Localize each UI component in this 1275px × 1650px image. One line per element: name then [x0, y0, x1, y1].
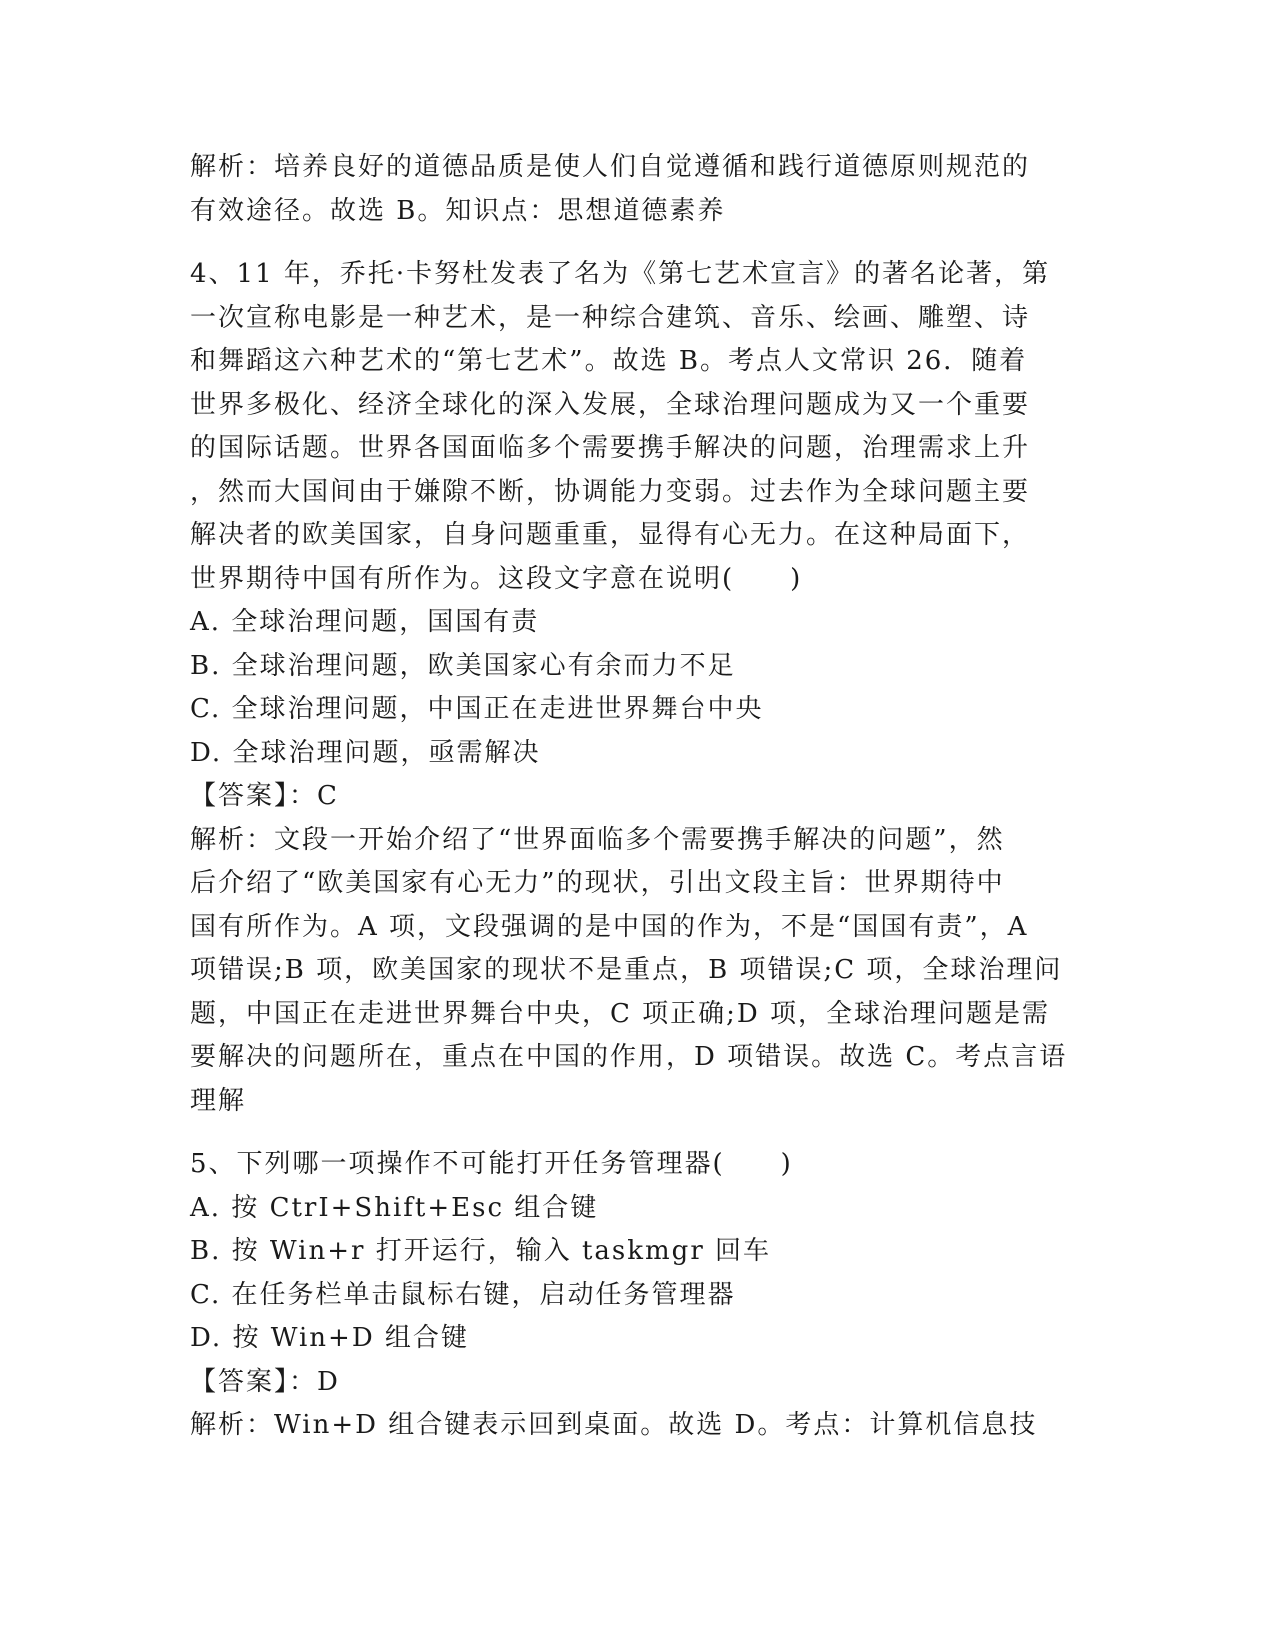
question-4 [190, 253, 1090, 1123]
document-body [190, 146, 1090, 1448]
option-d: D. 按 Win+D 组合键 [190, 1323, 469, 1353]
option-a: A. 按 CtrI+Shift+Esc 组合键 [190, 1192, 599, 1223]
question-line: 和舞蹈这六种艺术的“第七艺术”。故选 B。考点人文常识 26．随着 [190, 346, 1028, 376]
analysis-line: 国有所作为。A 项，文段强调的是中国的作为，不是“国国有责”，A [190, 911, 1029, 942]
option-a: A. 全球治理问题，国国有责 [190, 607, 540, 637]
question-line: 世界期待中国有所作为。这段文字意在说明( ) [190, 563, 803, 594]
option-b: B. 按 Win+r 打开运行，输入 taskmgr 回车 [190, 1236, 772, 1266]
question-line: 世界多极化、经济全球化的深入发展，全球治理问题成为又一个重要 [190, 389, 1031, 420]
analysis-line: 有效途径。故选 B。知识点：思想道德素养 [190, 195, 726, 226]
analysis-line: 项错误;B 项，欧美国家的现状不是重点，B 项错误;C 项，全球治理问 [190, 955, 1063, 985]
option-d: D. 全球治理问题，亟需解决 [190, 737, 541, 768]
answer: 【答案】：D [190, 1366, 340, 1397]
q3-analysis [190, 146, 1090, 233]
analysis-line: 解析：Win+D 组合键表示回到桌面。故选 D。考点：计算机信息技 [190, 1410, 1038, 1440]
analysis-line: 解析：培养良好的道德品质是使人们自觉遵循和践行道德原则规范的 [190, 152, 1031, 182]
option-b: B. 全球治理问题，欧美国家心有余而力不足 [190, 650, 736, 681]
question-5 [190, 1143, 1090, 1448]
question-line: 一次宣称电影是一种艺术，是一种综合建筑、音乐、绘画、雕塑、诗 [190, 302, 1031, 333]
question-line: ，然而大国间由于嫌隙不断，协调能力变弱。过去作为全球问题主要 [190, 476, 1031, 507]
analysis-line: 后介绍了“欧美国家有心无力”的现状，引出文段主旨：世界期待中 [190, 868, 1005, 898]
analysis-line: 理解 [190, 1085, 247, 1116]
answer: 【答案】：C [190, 781, 339, 811]
question-line: 解决者的欧美国家，自身问题重重，显得有心无力。在这种局面下， [190, 520, 1031, 550]
option-c: C. 全球治理问题，中国正在走进世界舞台中央 [190, 694, 764, 724]
analysis-line: 要解决的问题所在，重点在中国的作用，D 项错误。故选 C。考点言语 [190, 1042, 1068, 1072]
analysis-line: 题，中国正在走进世界舞台中央，C 项正确;D 项，全球治理问题是需 [190, 998, 1051, 1029]
option-c: C. 在任务栏单击鼠标右键，启动任务管理器 [190, 1279, 736, 1310]
question-line: 4、11 年，乔托·卡努杜发表了名为《第七艺术宣言》的著名论著，第 [190, 259, 1051, 289]
question-line: 的国际话题。世界各国面临多个需要携手解决的问题，治理需求上升 [190, 433, 1031, 463]
question-line: 5、下列哪一项操作不可能打开任务管理器( ) [190, 1149, 793, 1179]
analysis-line: 解析：文段一开始介绍了“世界面临多个需要携手解决的问题”，然 [190, 824, 1005, 855]
